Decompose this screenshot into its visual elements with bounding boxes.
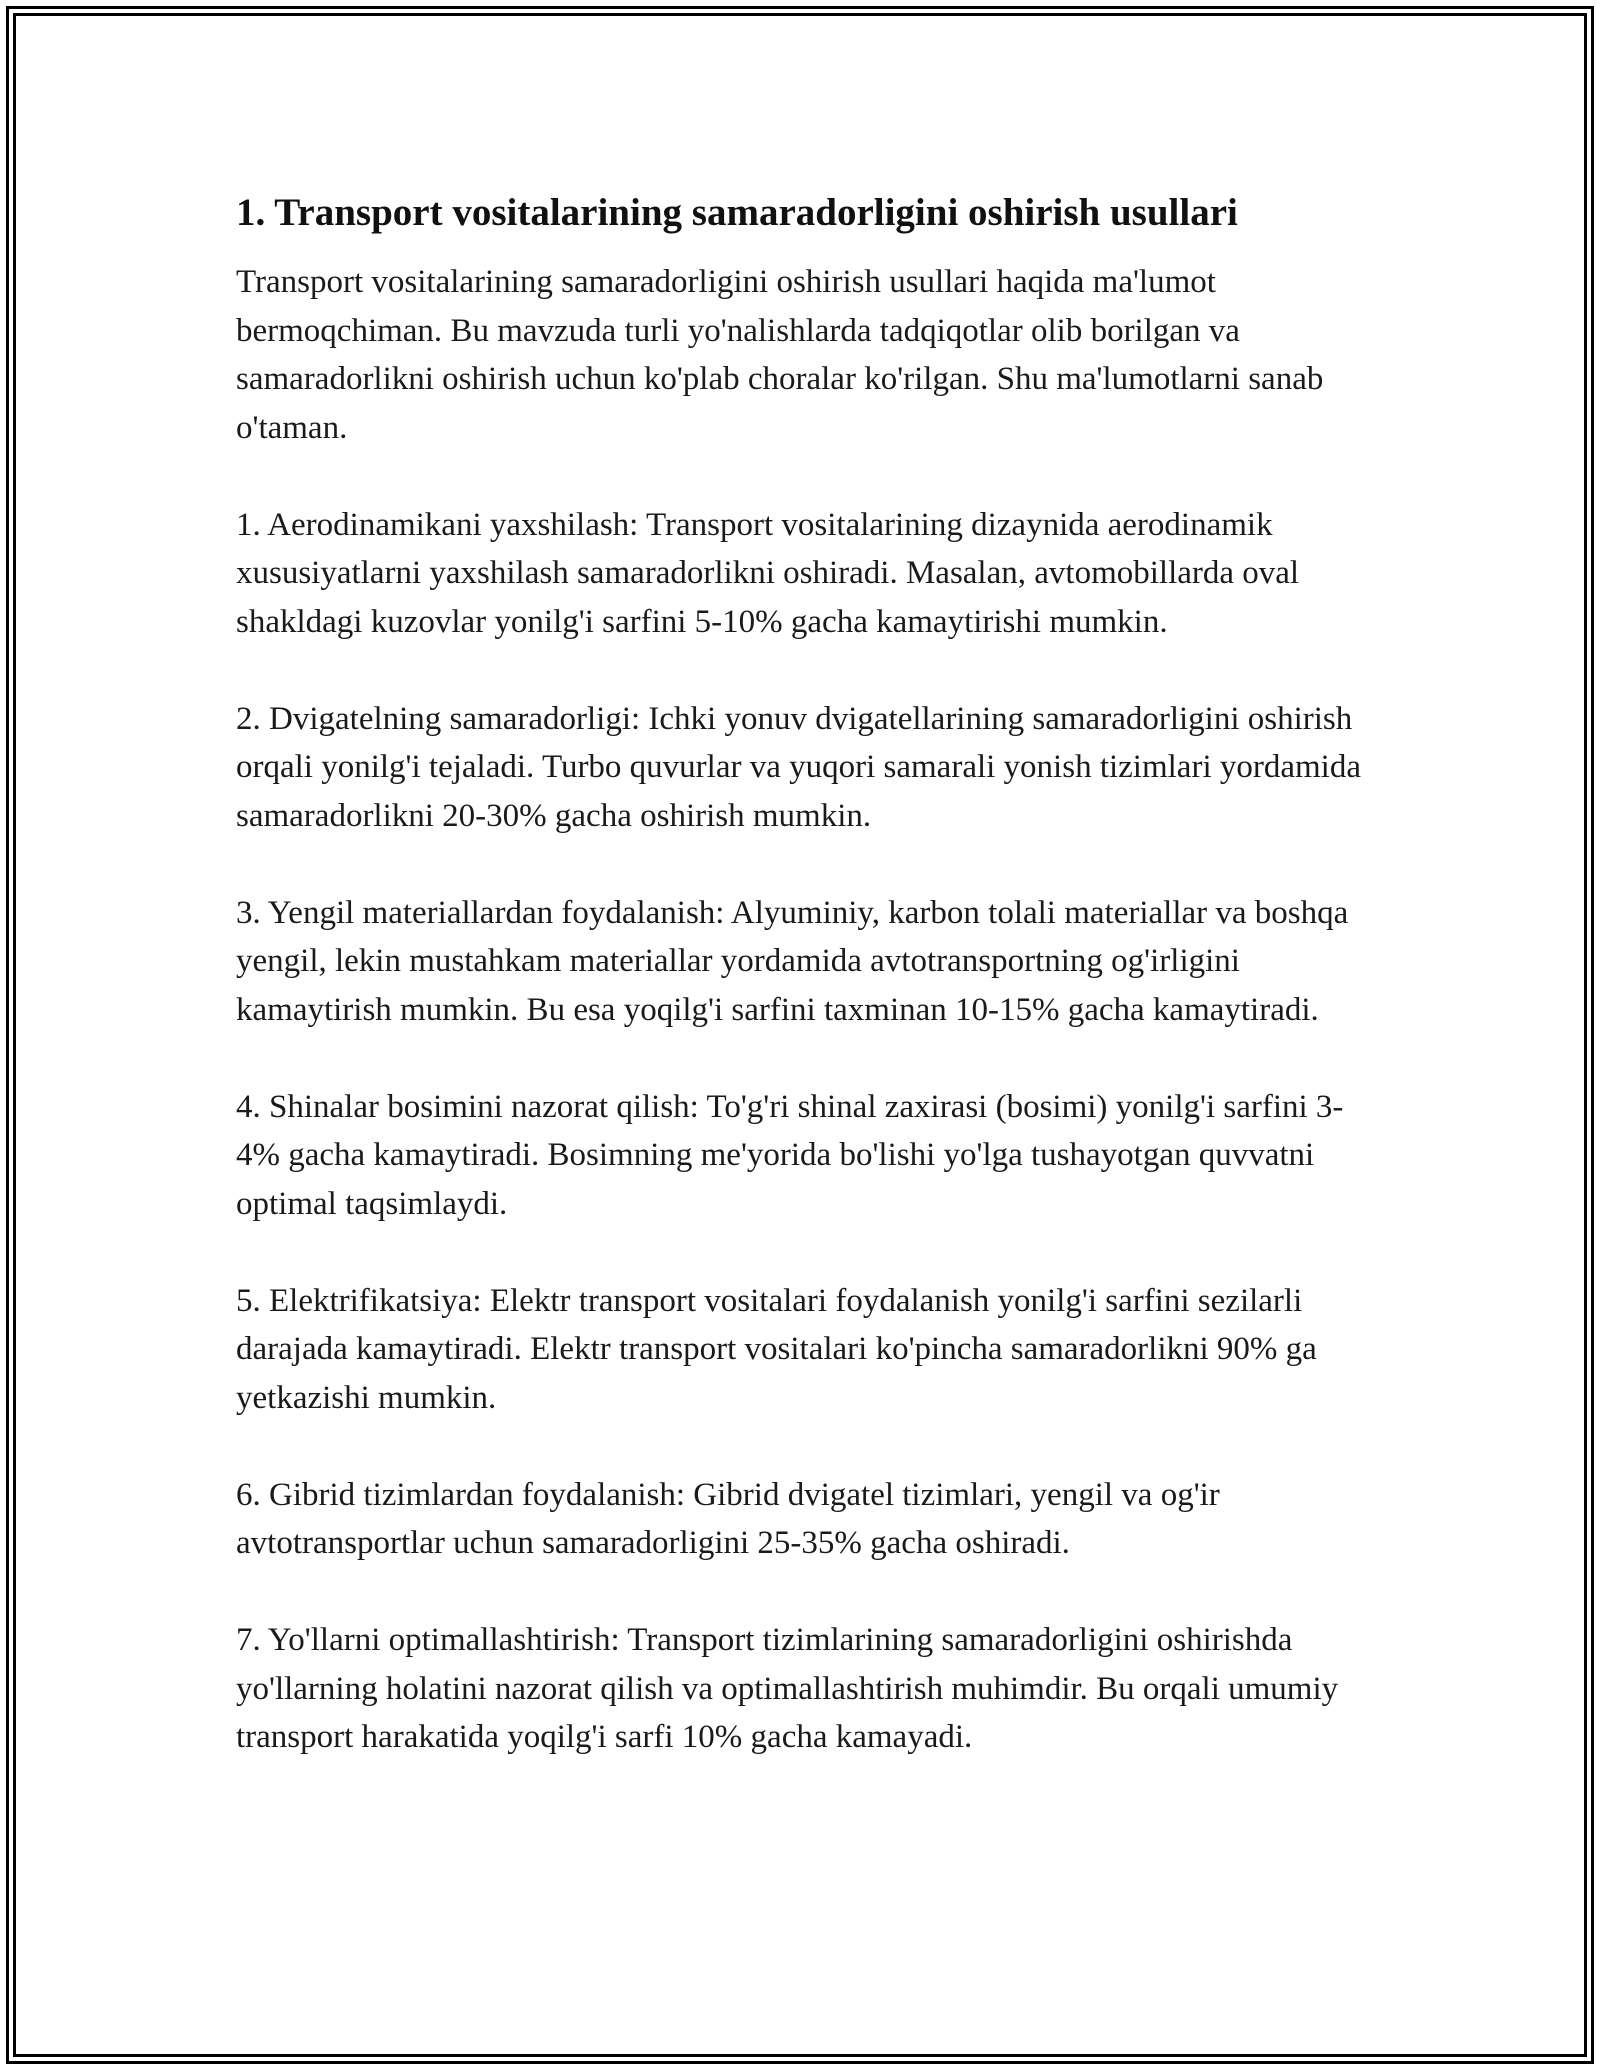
list-item: 1. Aerodinamikani yaxshilash: Transport vositalarining dizaynida aerodinamik xususiyatlarni yaxshilash samaradorlikni oshiradi. Masalan, avtomobillarda oval shakldagi kuzovlar yonilg'i sarfini 5-10% gacha kamaytirishi mumkin.	[236, 506, 1300, 640]
list-item: 6. Gibrid tizimlardan foydalanish: Gibrid dvigatel tizimlari, yengil va og'ir avtotransportlar uchun samaradorligini 25-35% gacha oshiradi.	[236, 1476, 1220, 1561]
list-item: 2. Dvigatelning samaradorligi: Ichki yonuv dvigatellarining samaradorligini oshirish orqali yonilg'i tejaladi. Turbo quvurlar va yuqori samarali yonish tizimlari yordamida samaradorlikni 20-30% gacha oshirish mumkin.	[236, 700, 1361, 834]
list-item: 3. Yengil materiallardan foydalanish: Alyuminiy, karbon tolali materiallar va boshqa yengil, lekin mustahkam materiallar yordamida avtotransportning og'irligini kamaytirish mumkin. Bu esa yoqilg'i sarfini taxminan 10-15% gacha kamaytiradi.	[236, 894, 1349, 1028]
document-title: 1. Transport vositalarining samaradorligini oshirish usullari	[236, 191, 1238, 234]
list-item: 5. Elektrifikatsiya: Elektr transport vositalari foydalanish yonilg'i sarfini sezilarli darajada kamaytiradi. Elektr transport vositalari ko'pincha samaradorlikni 90% ga yetkazishi mumkin.	[236, 1282, 1317, 1416]
intro-paragraph: Transport vositalarining samaradorligini oshirish usullari haqida ma'lumot bermoqchiman. Bu mavzuda turli yo'nalishlarda tadqiqotlar olib borilgan va samaradorlikni oshirish uchun ko'plab choralar ko'rilgan. Shu ma'lumotlarni sanab o'taman.	[236, 264, 1324, 446]
list-item: 7. Yo'llarni optimallashtirish: Transport tizimlarining samaradorligini oshirishda yo'llarning holatini nazorat qilish va optimallashtirish muhimdir. Bu orqali umumiy transport harakatida yoqilg'i sarfi 10% gacha kamayadi.	[236, 1622, 1339, 1755]
document-body	[236, 188, 1366, 1810]
list-item: 4. Shinalar bosimini nazorat qilish: To'g'ri shinal zaxirasi (bosimi) yonilg'i sarfini 3-4% gacha kamaytiradi. Bosimning me'yorida bo'lishi yo'lga tushayotgan quvvatni optimal taqsimlaydi.	[236, 1088, 1344, 1222]
